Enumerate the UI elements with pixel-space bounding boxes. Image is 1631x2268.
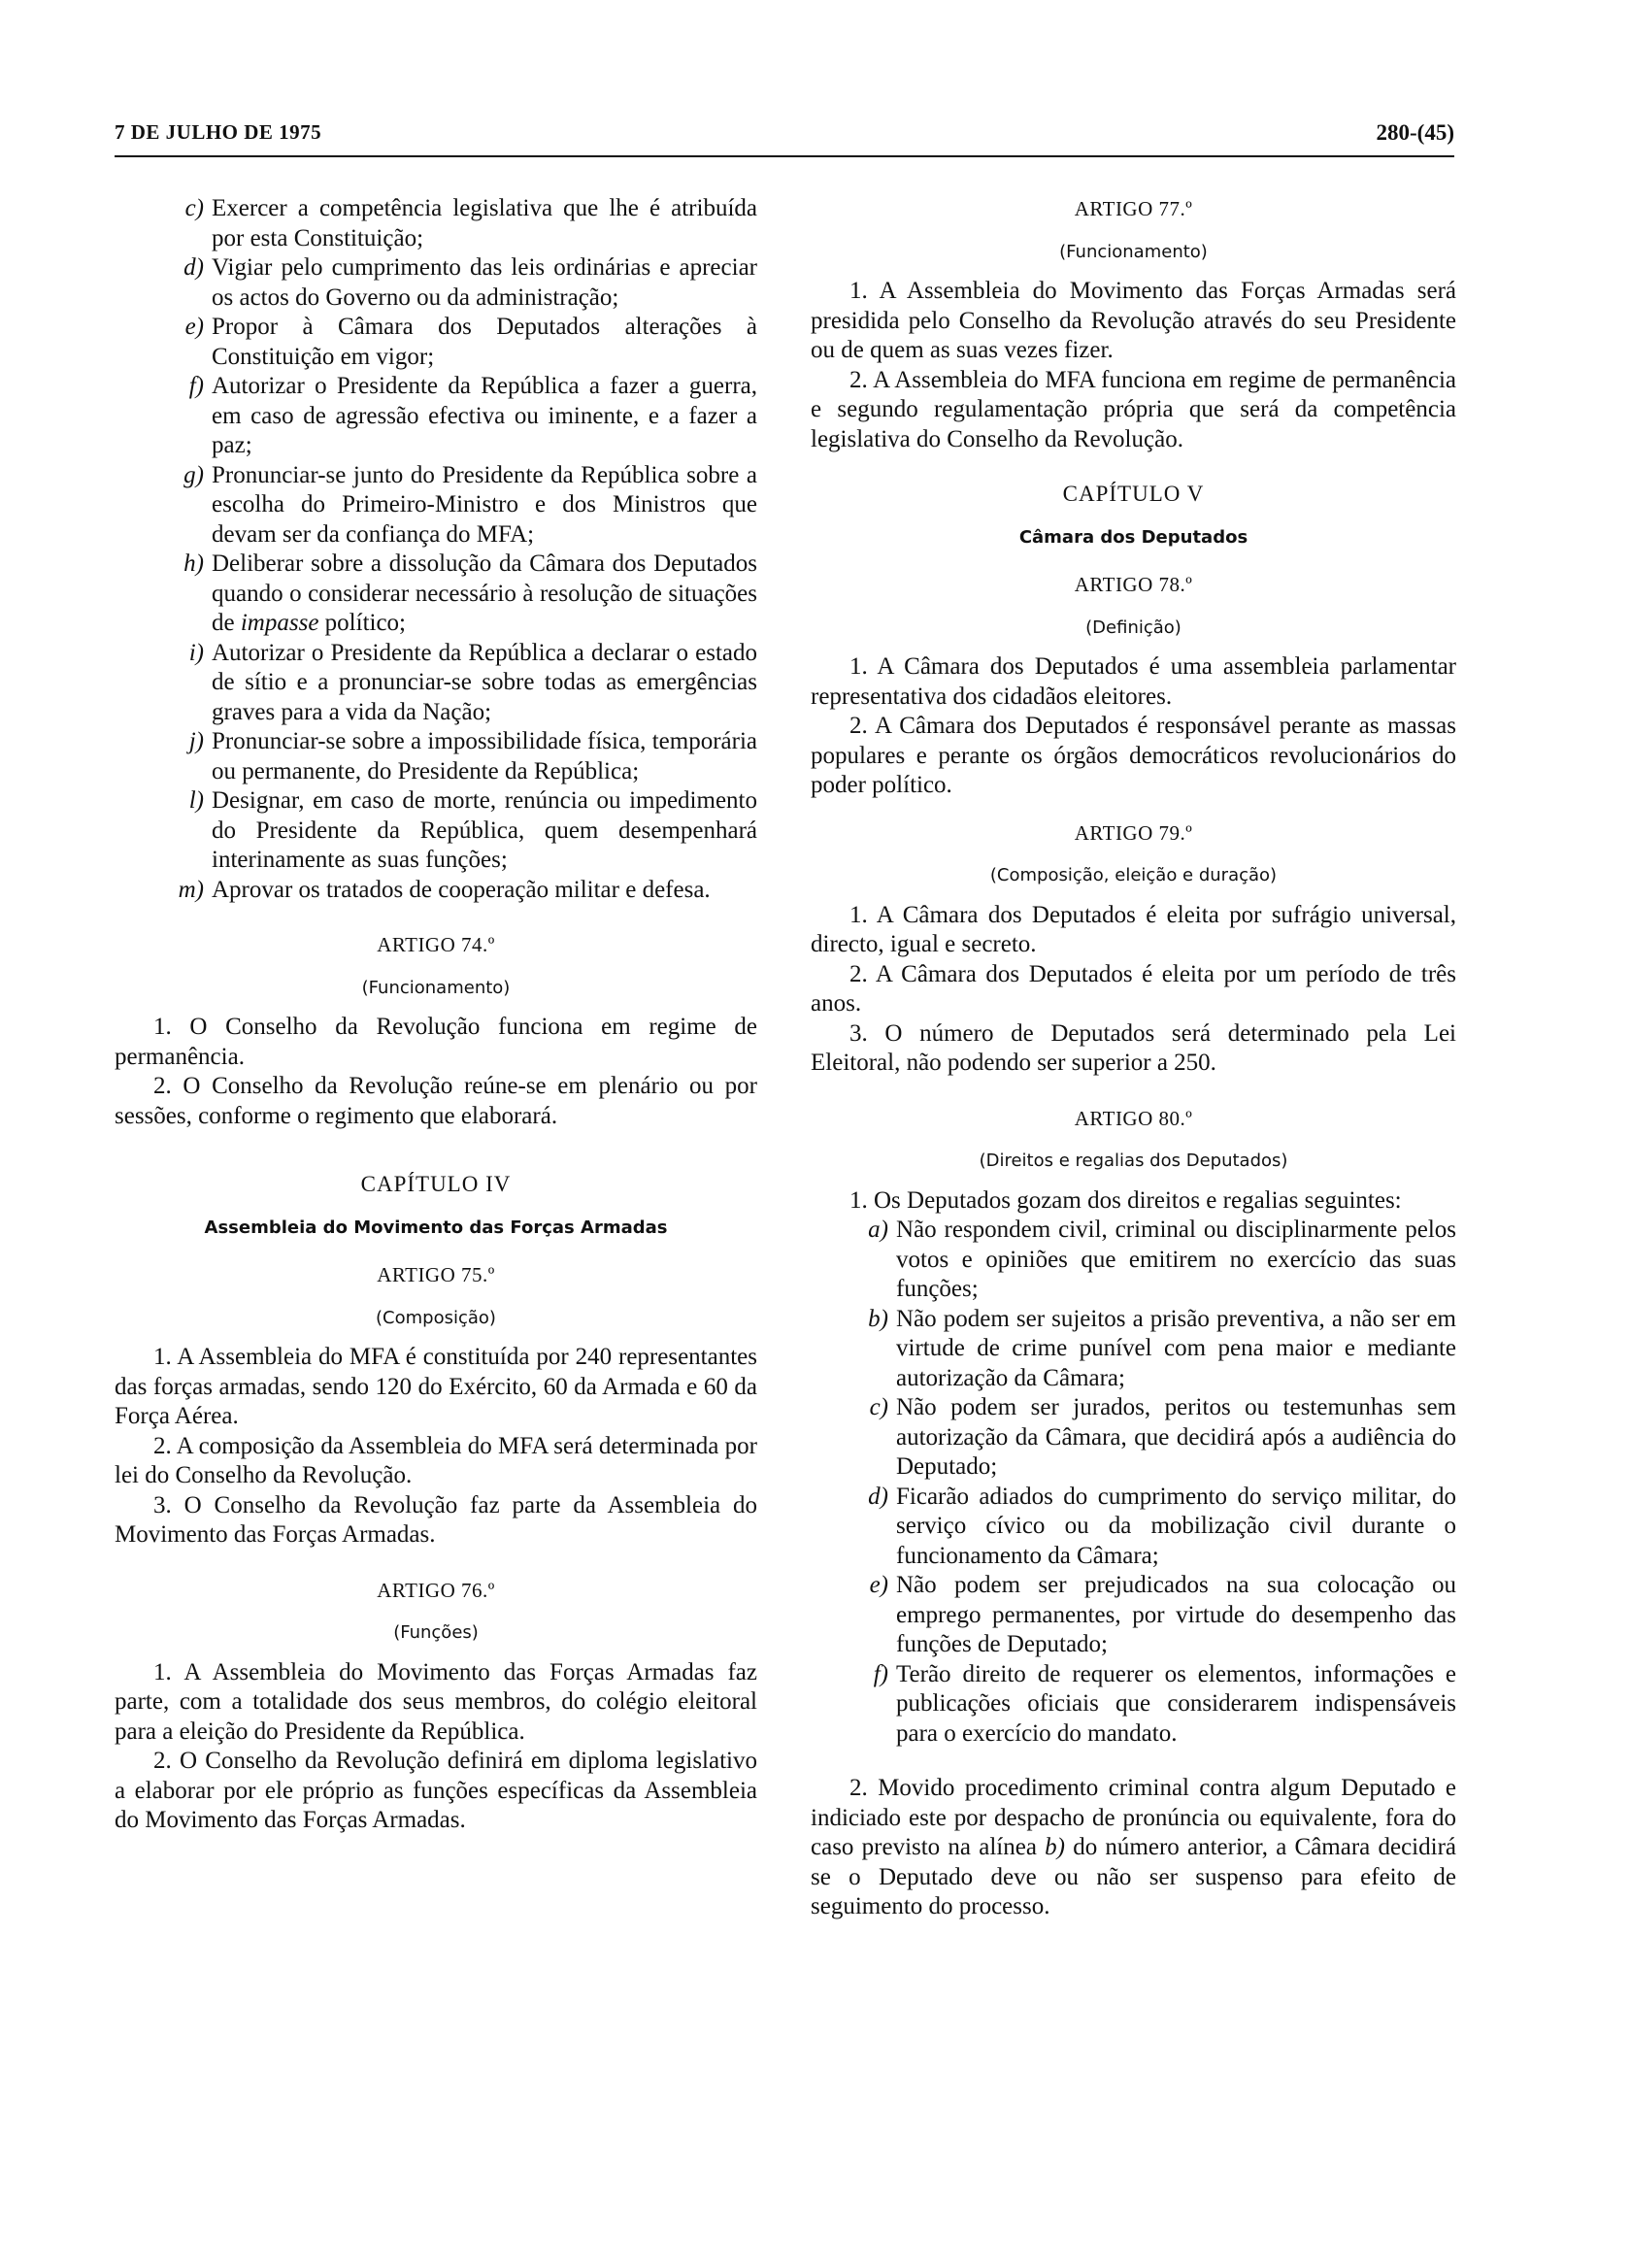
article-78-para-1: 1. A Câmara dos Deputados é uma assembleia parlamentar representativa dos cidadãos eleitores.: [811, 653, 1456, 710]
article-77-title: ARTIGO 77.º: [1074, 197, 1193, 220]
article-75-para-1: 1. A Assembleia do MFA é constituída por 240 representantes das forças armadas, sendo 120 do Exército, 60 da Armada e 60 da Força Aérea.: [115, 1344, 757, 1429]
header-date: 7 DE JULHO DE 1975: [115, 120, 322, 144]
article-75-title: ARTIGO 75.º: [377, 1263, 495, 1286]
list-letter: l): [188, 787, 204, 814]
list-text: [212, 550, 757, 639]
list-letter: h): [183, 550, 204, 577]
chapter-4-title: CAPÍTULO IV: [360, 1172, 512, 1196]
list-text: Pronunciar-se sobre a impossibilidade física, temporária ou permanente, do Presidente da República;: [212, 728, 757, 784]
list-text-part: político;: [318, 610, 406, 636]
list-text: Não respondem civil, criminal ou disciplinarmente pelos votos e opiniões que emitirem no exercício das suas funções;: [896, 1217, 1456, 1302]
list-text: Propor à Câmara dos Deputados alterações à Constituição em vigor;: [212, 314, 757, 370]
article-79-title: ARTIGO 79.º: [1074, 820, 1193, 845]
list-item-c: [115, 194, 757, 253]
article-74-para-1: 1. O Conselho da Revolução funciona em regime de permanência.: [115, 1014, 757, 1070]
list-item-d: [115, 253, 757, 313]
list-text: Terão direito de requerer os elementos, informações e publicações oficiais que considerarem indispensáveis para o exercício do mandato.: [896, 1660, 1456, 1747]
header-rule: [115, 155, 1454, 157]
article-78-para-2: 2. A Câmara dos Deputados é responsável perante as massas populares e perante os órgãos democráticos revolucionários do poder político.: [811, 713, 1456, 798]
right-column: [811, 194, 1456, 1922]
list-text: Não podem ser jurados, peritos ou testemunhas sem autorização da Câmara, que decidirá após a audiência do Deputado;: [896, 1394, 1456, 1480]
article-77-para-1: 1. A Assembleia do Movimento das Forças Armadas será presidida pelo Conselho da Revolução através do seu Presidente ou de quem as suas vezes fizer.: [811, 278, 1456, 363]
list-letter: j): [188, 728, 204, 754]
article-79-para-1: 1. A Câmara dos Deputados é eleita por sufrágio universal, directo, igual e secreto.: [811, 901, 1456, 957]
list-item-i: [115, 639, 757, 728]
list-text: Não podem ser prejudicados na sua colocação ou emprego permanentes, por virtude do desempenho das funções de Deputado;: [896, 1572, 1456, 1657]
page-header: [115, 117, 1454, 157]
list-letter: b): [868, 1305, 888, 1332]
list-letter: f): [873, 1660, 888, 1687]
list-text: Pronunciar-se junto do Presidente da República sobre a escolha do Primeiro-Ministro e dos Ministros que devam ser da confiança do MFA;: [212, 461, 757, 548]
article-74-subtitle: (Funcionamento): [361, 977, 511, 998]
article-76-subtitle: (Funções): [393, 1622, 479, 1643]
article-75-para-2: 2. A composição da Assembleia do MFA será determinada por lei do Conselho da Revolução.: [115, 1432, 757, 1488]
list-letter: d): [183, 254, 204, 281]
article-74-para-2: 2. O Conselho da Revolução reúne-se em plenário ou por sessões, conforme o regimento que elaborará.: [115, 1073, 757, 1129]
list-item-d: [811, 1483, 1456, 1572]
header-page-number: 280-(45): [1376, 120, 1454, 145]
article-74-title: ARTIGO 74.º: [377, 933, 495, 956]
article-80-title: ARTIGO 80.º: [1074, 1106, 1193, 1130]
article-80-para-2: [811, 1774, 1456, 1922]
article-75-subtitle: (Composição): [376, 1307, 496, 1328]
left-column: [115, 194, 757, 1836]
list-item-a: [811, 1216, 1456, 1305]
list-item-m: [115, 876, 757, 906]
list-item-e: [811, 1571, 1456, 1660]
article-80-para-1: 1. Os Deputados gozam dos direitos e regalias seguintes:: [849, 1186, 1402, 1214]
list-text: Autorizar o Presidente da República a fazer a guerra, em caso de agressão efectiva ou iminente, e a fazer a paz;: [212, 373, 757, 458]
list-item-e: [115, 313, 757, 372]
article-76-para-1: 1. A Assembleia do Movimento das Forças Armadas faz parte, com a totalidade dos seus membros, do colégio eleitoral para a eleição do Presidente da República.: [115, 1658, 757, 1745]
list-letter: d): [868, 1483, 888, 1510]
list-letter: c): [869, 1394, 888, 1420]
list-letter: c): [184, 195, 204, 221]
list-letter: e): [184, 314, 204, 340]
italic-reference: b): [1045, 1834, 1065, 1860]
list-text-part: Deliberar sobre a dissolução da Câmara dos Deputados quando o considerar necessário à resolução de situações de: [212, 550, 757, 636]
list-item-b: [811, 1305, 1456, 1394]
list-text: Não podem ser sujeitos a prisão preventiva, a não ser em virtude de crime punível com pena maior e mediante autorização da Câmara;: [896, 1305, 1456, 1391]
chapter-5-title: CAPÍTULO V: [1062, 482, 1205, 506]
list-item-f: [115, 372, 757, 461]
list-item-f: [811, 1660, 1456, 1750]
list-letter: i): [188, 639, 204, 666]
list-item-l: [115, 786, 757, 876]
list-item-g: [115, 461, 757, 550]
article-78-title: ARTIGO 78.º: [1074, 573, 1193, 596]
article-77-subtitle: (Funcionamento): [1059, 241, 1208, 262]
list-text: Designar, em caso de morte, renúncia ou impedimento do Presidente da República, quem desempenhará interinamente as suas funções;: [212, 787, 757, 873]
article-78-subtitle: (Definição): [1085, 617, 1182, 638]
list-letter: e): [869, 1572, 888, 1598]
list-item-j: [115, 727, 757, 786]
list-text: Exercer a competência legislativa que lhe é atribuída por esta Constituição;: [212, 195, 757, 251]
article-76-para-2: 2. O Conselho da Revolução definirá em diploma legislativo a elaborar por ele próprio as funções específicas da Assembleia do Movimento das Forças Armadas.: [115, 1748, 757, 1833]
article-79-subtitle: (Composição, eleição e duração): [989, 865, 1278, 885]
list-letter: f): [188, 373, 204, 399]
article-80-subtitle: (Direitos e regalias dos Deputados): [979, 1151, 1288, 1171]
list-letter: m): [178, 876, 204, 903]
article-75-para-3: 3. O Conselho da Revolução faz parte da Assembleia do Movimento das Forças Armadas.: [115, 1491, 757, 1548]
article-77-para-2: 2. A Assembleia do MFA funciona em regime de permanência e segundo regulamentação própria que será da competência legislativa do Conselho da Revolução.: [811, 366, 1456, 452]
list-text: Ficarão adiados do cumprimento do serviço militar, do serviço cívico ou da mobilização civil durante o funcionamento da Câmara;: [896, 1483, 1456, 1569]
list-letter: a): [868, 1217, 888, 1243]
para-text-part: do número anterior, a Câmara decidirá se o Deputado deve ou não ser suspenso para efeito de seguimento do processo.: [811, 1834, 1456, 1919]
list-text: Vigiar pelo cumprimento das leis ordinárias e apreciar os actos do Governo ou da administração;: [212, 254, 757, 311]
italic-term: impasse: [240, 610, 319, 636]
list-item-c: [811, 1393, 1456, 1483]
chapter-5-subtitle: Câmara dos Deputados: [1018, 526, 1248, 548]
list-item-h: [115, 550, 757, 639]
list-text: Aprovar os tratados de cooperação militar e defesa.: [212, 876, 711, 903]
article-79-para-2: 2. A Câmara dos Deputados é eleita por um período de três anos.: [811, 960, 1456, 1017]
para-text-part: 2. Movido procedimento criminal contra algum Deputado e indiciado este por despacho de pronúncia ou equivalente, fora do caso previsto na alínea: [811, 1775, 1456, 1860]
article-79-para-3: 3. O número de Deputados será determinado pela Lei Eleitoral, não podendo ser superior a 250.: [811, 1019, 1456, 1076]
article-76-title: ARTIGO 76.º: [377, 1578, 495, 1602]
list-letter: g): [183, 461, 204, 488]
chapter-4-subtitle: Assembleia do Movimento das Forças Armadas: [204, 1217, 668, 1238]
list-text: Autorizar o Presidente da República a declarar o estado de sítio e a pronunciar-se sobre todas as emergências graves para a vida da Nação;: [212, 639, 757, 725]
